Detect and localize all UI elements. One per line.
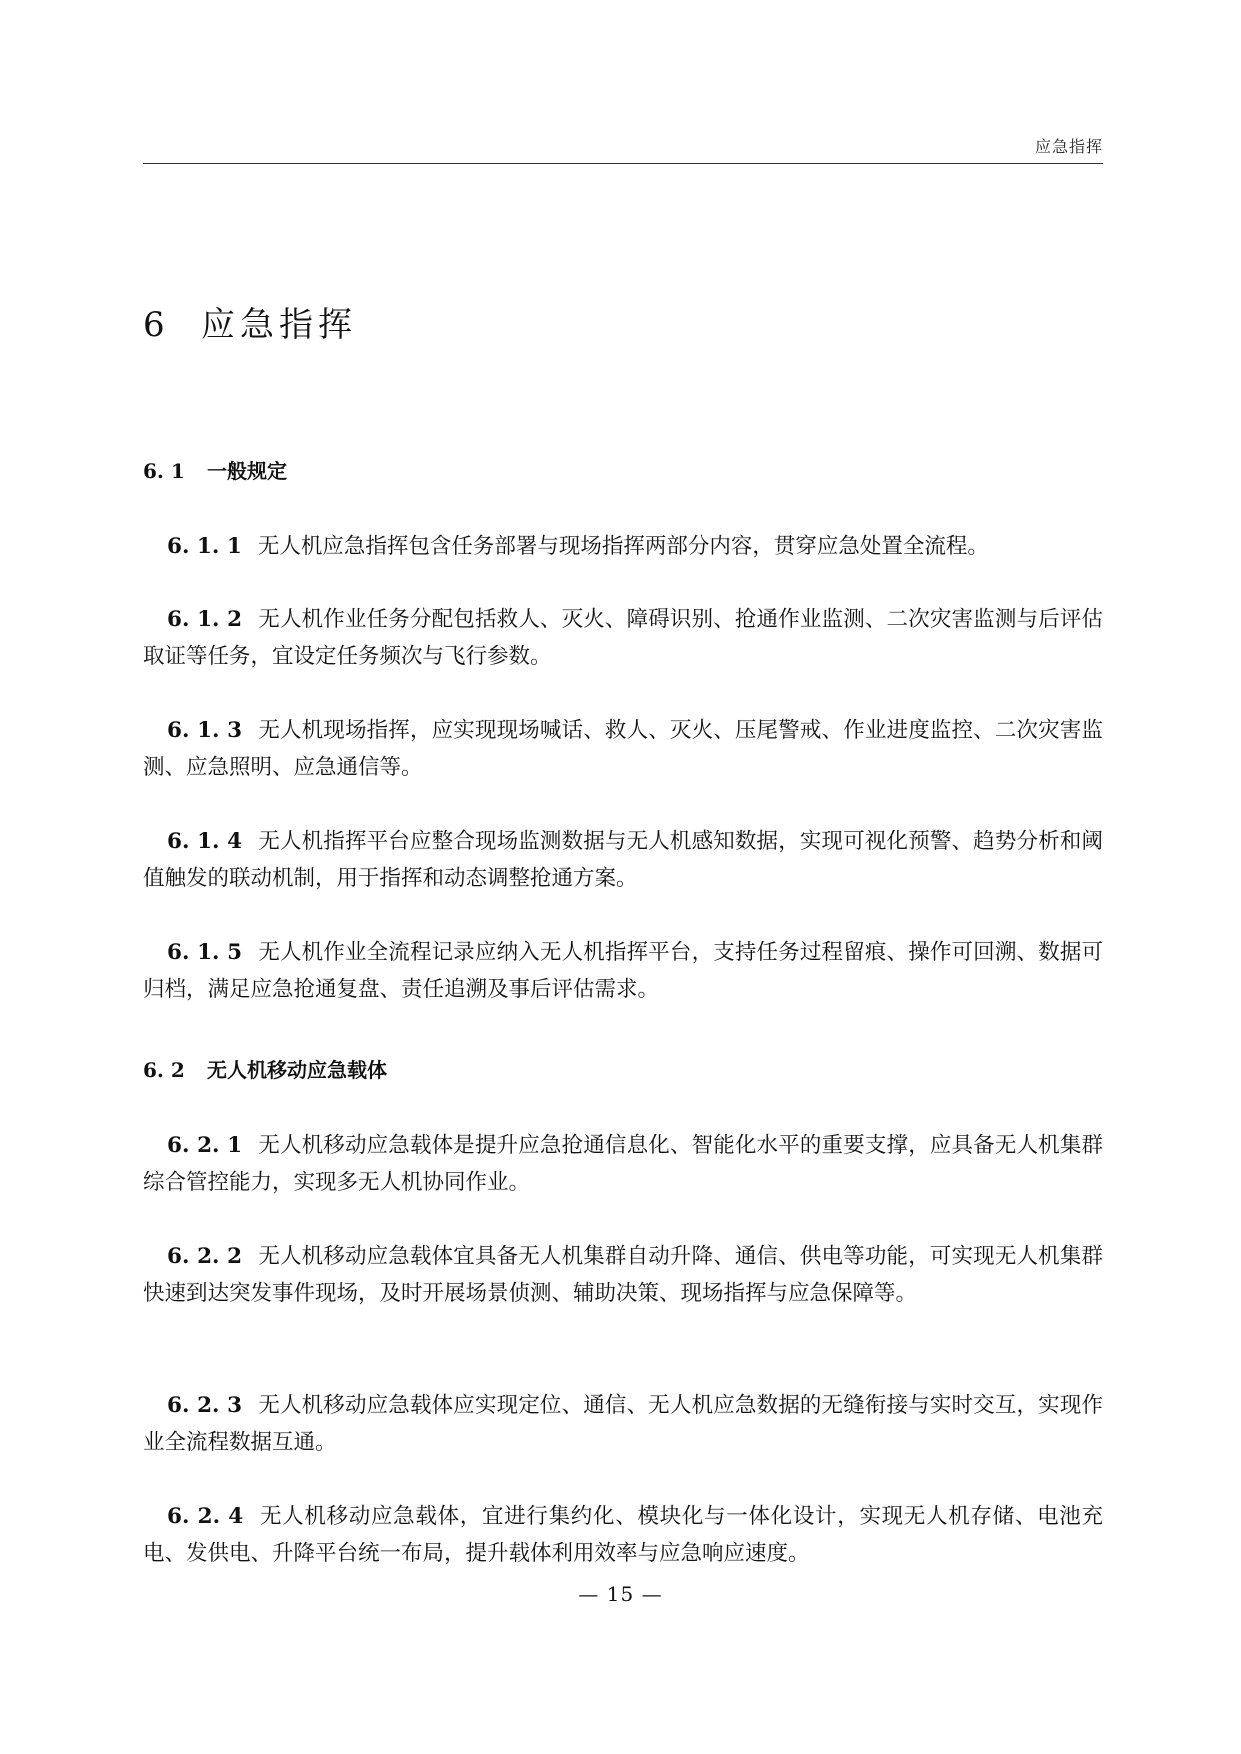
clause bbox=[143, 1387, 1103, 1461]
clause-number: 6. 2. 3 bbox=[167, 1393, 243, 1418]
chapter-title bbox=[143, 301, 357, 349]
page-number: — 15 — bbox=[578, 1582, 663, 1606]
clause-text: 无人机作业任务分配包括救人、灭火、障碍识别、抢通作业监测、二次灾害监测与后评估取证等任务，宜设定任务频次与飞行参数。 bbox=[143, 607, 1103, 669]
chapter-number: 6 bbox=[143, 305, 170, 345]
clause bbox=[143, 823, 1103, 897]
clause bbox=[143, 1127, 1103, 1201]
clause bbox=[143, 1238, 1103, 1312]
clause-text: 无人机作业全流程记录应纳入无人机指挥平台，支持任务过程留痕、操作可回溯、数据可归档，满足应急抢通复盘、责任追溯及事后评估需求。 bbox=[143, 940, 1103, 1002]
header-rule bbox=[143, 163, 1103, 164]
section-title: 无人机移动应急载体 bbox=[207, 1058, 387, 1082]
clause bbox=[143, 528, 1103, 565]
clause-number: 6. 2. 1 bbox=[167, 1133, 243, 1158]
section-heading bbox=[143, 1055, 387, 1085]
clause-number: 6. 2. 4 bbox=[167, 1504, 244, 1529]
clause-number: 6. 2. 2 bbox=[167, 1244, 243, 1269]
section-number: 6. 1 bbox=[143, 459, 185, 483]
clause bbox=[143, 934, 1103, 1008]
clause-text: 无人机应急指挥包含任务部署与现场指挥两部分内容，贯穿应急处置全流程。 bbox=[257, 534, 989, 559]
running-header: 应急指挥 bbox=[1034, 137, 1103, 156]
clause-number: 6. 1. 3 bbox=[167, 718, 243, 743]
clause-text: 无人机移动应急载体是提升应急抢通信息化、智能化水平的重要支撑，应具备无人机集群综合管控能力，实现多无人机协同作业。 bbox=[143, 1133, 1103, 1195]
clause-number: 6. 1. 2 bbox=[167, 607, 243, 632]
clause bbox=[143, 601, 1103, 675]
clause-number: 6. 1. 5 bbox=[167, 940, 243, 965]
clause-text: 无人机现场指挥，应实现现场喊话、救人、灭火、压尾警戒、作业进度监控、二次灾害监测、应急照明、应急通信等。 bbox=[143, 718, 1103, 780]
chapter-title-text: 应急指挥 bbox=[201, 305, 357, 345]
clause-text: 无人机移动应急载体应实现定位、通信、无人机应急数据的无缝衔接与实时交互，实现作业全流程数据互通。 bbox=[143, 1393, 1103, 1455]
clause-number: 6. 1. 4 bbox=[167, 829, 243, 854]
clause-text: 无人机移动应急载体，宜进行集约化、模块化与一体化设计，实现无人机存储、电池充电、发供电、升降平台统一布局，提升载体利用效率与应急响应速度。 bbox=[143, 1504, 1103, 1566]
clause bbox=[143, 712, 1103, 786]
clause bbox=[143, 1498, 1103, 1572]
clause-text: 无人机指挥平台应整合现场监测数据与无人机感知数据，实现可视化预警、趋势分析和阈值触发的联动机制，用于指挥和动态调整抢通方案。 bbox=[143, 829, 1103, 891]
clause-text: 无人机移动应急载体宜具备无人机集群自动升降、通信、供电等功能，可实现无人机集群快速到达突发事件现场，及时开展场景侦测、辅助决策、现场指挥与应急保障等。 bbox=[143, 1244, 1103, 1306]
section-heading bbox=[143, 456, 287, 486]
section-title: 一般规定 bbox=[207, 459, 287, 483]
clause-number: 6. 1. 1 bbox=[167, 534, 242, 559]
section-number: 6. 2 bbox=[143, 1058, 185, 1082]
